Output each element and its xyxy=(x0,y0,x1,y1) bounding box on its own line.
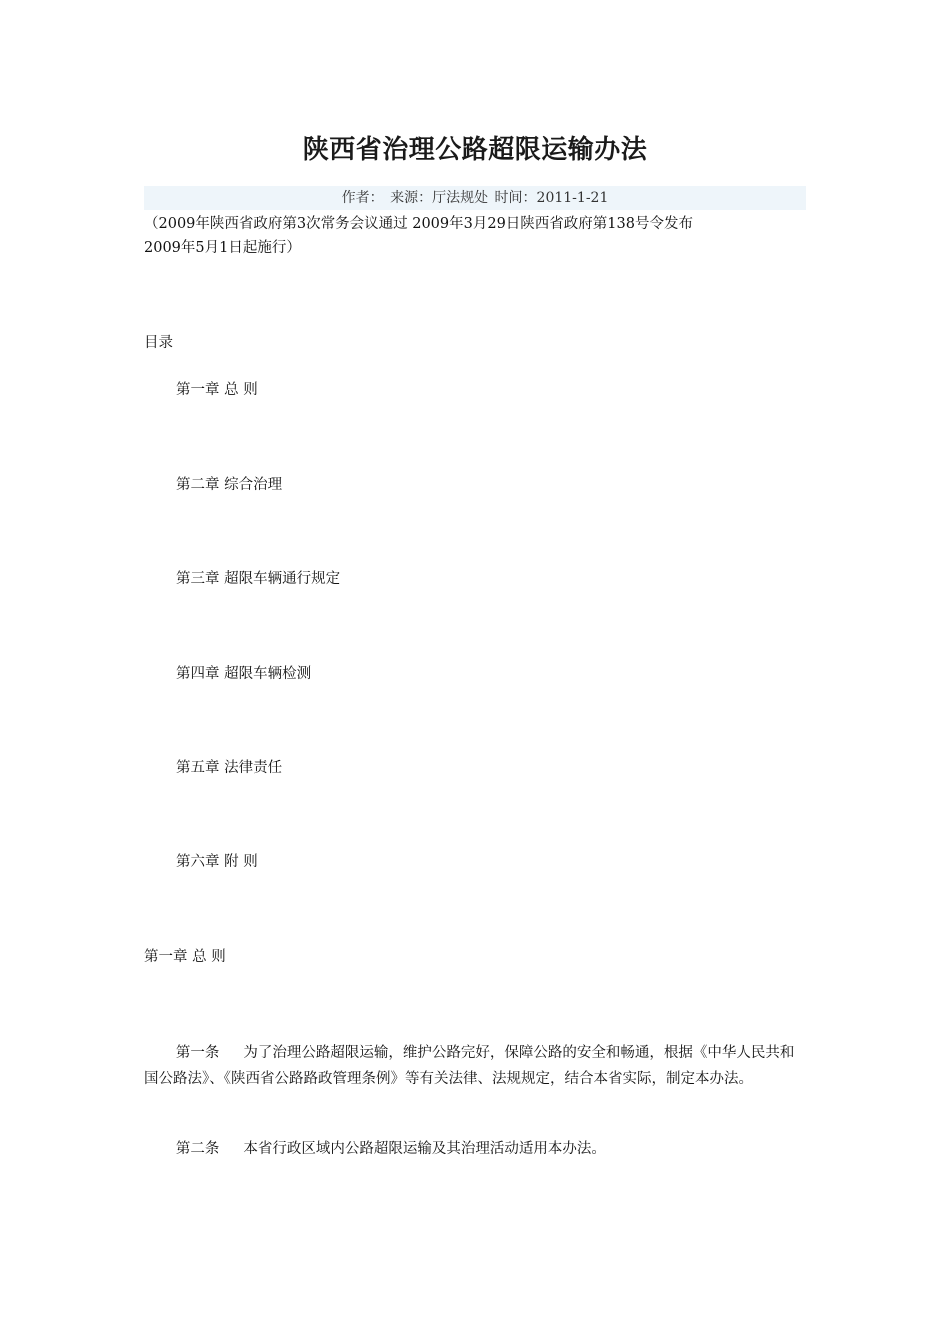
promulgation-note-line-1: （2009年陕西省政府第3次常务会议通过 2009年3月29日陕西省政府第138号令发布 xyxy=(144,216,693,232)
toc-item-chapter-5: 第五章 法律责任 xyxy=(176,760,283,776)
article-1 xyxy=(144,1040,806,1092)
toc-item-chapter-4: 第四章 超限车辆检测 xyxy=(176,666,312,682)
toc-item-chapter-3: 第三章 超限车辆通行规定 xyxy=(176,571,341,587)
article-2 xyxy=(144,1136,806,1162)
source-label: 来源：厅法规处 xyxy=(390,190,489,206)
author-label: 作者： xyxy=(341,190,384,206)
article-2-text: 本省行政区域内公路超限运输及其治理活动适用本办法。 xyxy=(243,1141,606,1157)
promulgation-note-line-2: 2009年5月1日起施行） xyxy=(144,240,301,256)
time-label: 时间：2011-1-21 xyxy=(494,190,609,206)
toc-item-chapter-1: 第一章 总 则 xyxy=(176,382,258,398)
article-2-label: 第二条 xyxy=(175,1141,220,1157)
toc-item-chapter-2: 第二章 综合治理 xyxy=(176,477,283,493)
toc-heading: 目录 xyxy=(144,335,173,351)
document-title: 陕西省治理公路超限运输办法 xyxy=(302,135,648,165)
article-1-text: 为了治理公路超限运输，维护公路完好，保障公路的安全和畅通，根据《中华人民共和国公路法》、《陕西省公路路政管理条例》等有关法律、法规规定，结合本省实际，制定本办法。 xyxy=(144,1045,795,1087)
chapter-1-heading: 第一章 总 则 xyxy=(144,949,226,965)
toc-item-chapter-6: 第六章 附 则 xyxy=(176,854,258,870)
article-meta-bar xyxy=(144,186,806,210)
article-1-label: 第一条 xyxy=(175,1045,220,1061)
